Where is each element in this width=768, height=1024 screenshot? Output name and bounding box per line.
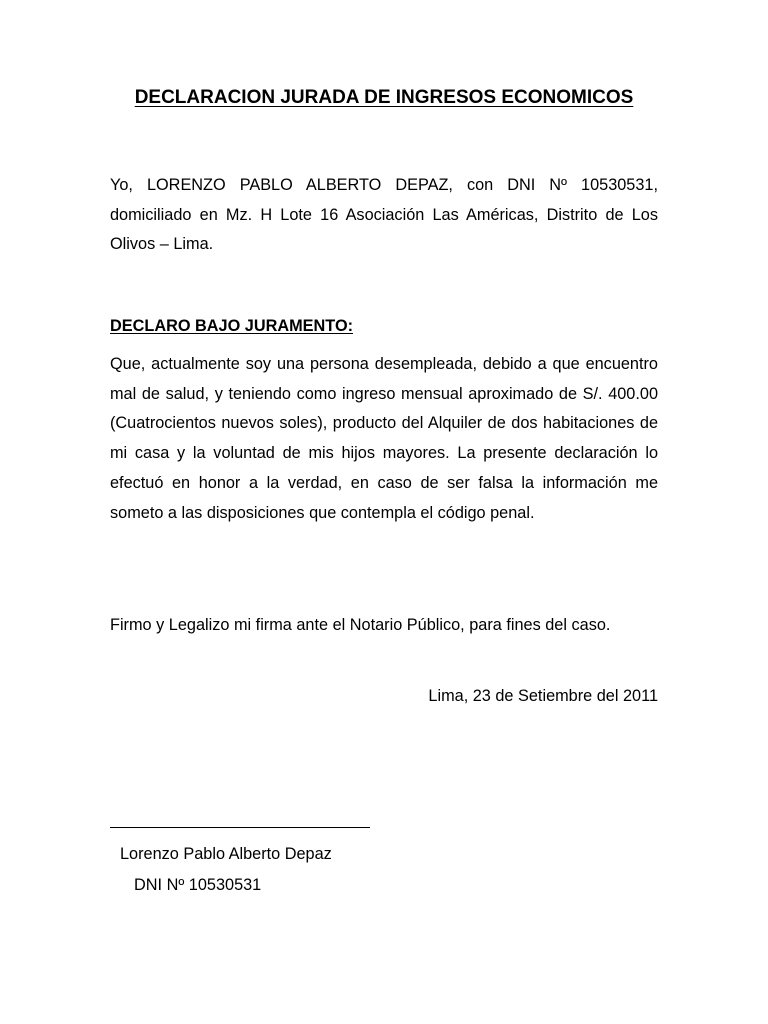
- document-title: DECLARACION JURADA DE INGRESOS ECONOMICOS: [134, 87, 634, 108]
- closing-paragraph: Firmo y Legalizo mi firma ante el Notario Público, para fines del caso.: [110, 616, 611, 634]
- intro-paragraph: Yo, LORENZO PABLO ALBERTO DEPAZ, con DNI Nº 10530531, domiciliado en Mz. H Lote 16 Asociación Las Américas, Distrito de Los Olivos – Lima.: [110, 176, 658, 254]
- place-date: Lima, 23 de Setiembre del 2011: [428, 687, 658, 705]
- signature-line: [110, 827, 370, 828]
- signatory-dni: DNI Nº 10530531: [134, 876, 262, 894]
- declaration-heading: DECLARO BAJO JURAMENTO:: [110, 317, 354, 335]
- declaration-body: Que, actualmente soy una persona desempleada, debido a que encuentro mal de salud, y teniendo como ingreso mensual aproximado de S/. 400.00 (Cuatrocientos nuevos soles), producto del Alquiler de dos habitaciones de mi casa y la voluntad de mis hijos mayores. La presente declaración lo efectuó en honor a la verdad, en caso de ser falsa la información me someto a las disposiciones que contempla el código penal.: [110, 355, 658, 522]
- signatory-name: Lorenzo Pablo Alberto Depaz: [120, 845, 332, 863]
